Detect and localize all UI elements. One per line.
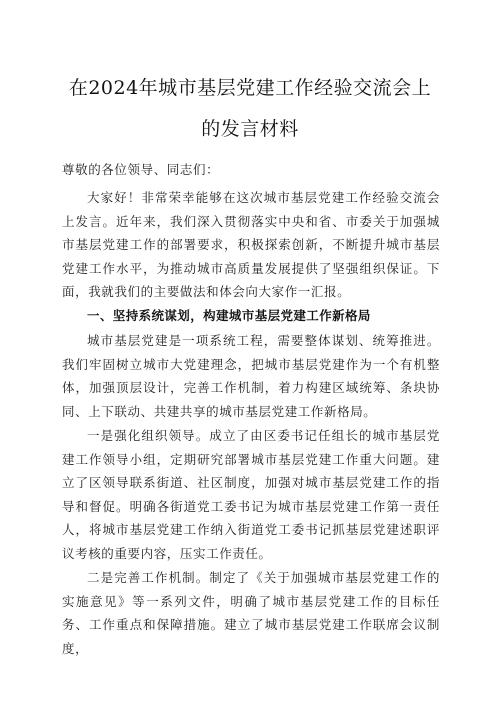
- document-title-line-1: 在2024年城市基层党建工作经验交流会上: [68, 77, 432, 99]
- section-1-paragraph-3: 二是完善工作机制。制定了《关于加强城市基层党建工作的实施意见》等一系列文件，明确了城市基层党建工作的目标任务、工作重点和保障措施。建立了城市基层党建工作联席会议制度，: [62, 570, 440, 656]
- salutation: 尊敬的各位领导、同志们：: [62, 162, 220, 177]
- section-1-paragraph-1-block: [62, 329, 440, 423]
- intro-block: [62, 186, 440, 304]
- intro-paragraph: 大家好！非常荣幸能够在这次城市基层党建工作经验交流会上发言。近年来，我们深入贯彻落实中央和省、市委关于加强城市基层党建工作的部署要求，积极探索创新，不断提升城市基层党建工作水平，为推动城市高质量发展提供了坚强组织保证。下面，我就我们的主要做法和体会向大家作一汇报。: [62, 190, 440, 300]
- section-1-paragraph-2: 一是强化组织领导。成立了由区委书记任组长的城市基层党建工作领导小组，定期研究部署城市基层党建工作重大问题。建立了区领导联系街道、社区制度，加强对城市基层党建工作的指导和督促。明确各街道党工委书记为城市基层党建工作第一责任人，将城市基层党建工作纳入街道党工委书记抓基层党建述职评议考核的重要内容，压实工作责任。: [62, 428, 440, 561]
- section-1-heading: 一、坚持系统谋划，构建城市基层党建工作新格局: [87, 308, 371, 323]
- section-1-paragraph-2-block: [62, 424, 440, 566]
- section-1-paragraph-3-block: [62, 566, 440, 660]
- document-title-line-2: 的发言材料: [201, 118, 299, 140]
- section-1-paragraph-1: 城市基层党建是一项系统工程，需要整体谋划、统筹推进。我们牢固树立城市大党建理念，把城市基层党建作为一个有机整体，加强顶层设计，完善工作机制，着力构建区域统筹、条块协同、上下联动、共建共享的城市基层党建工作新格局。: [62, 333, 440, 419]
